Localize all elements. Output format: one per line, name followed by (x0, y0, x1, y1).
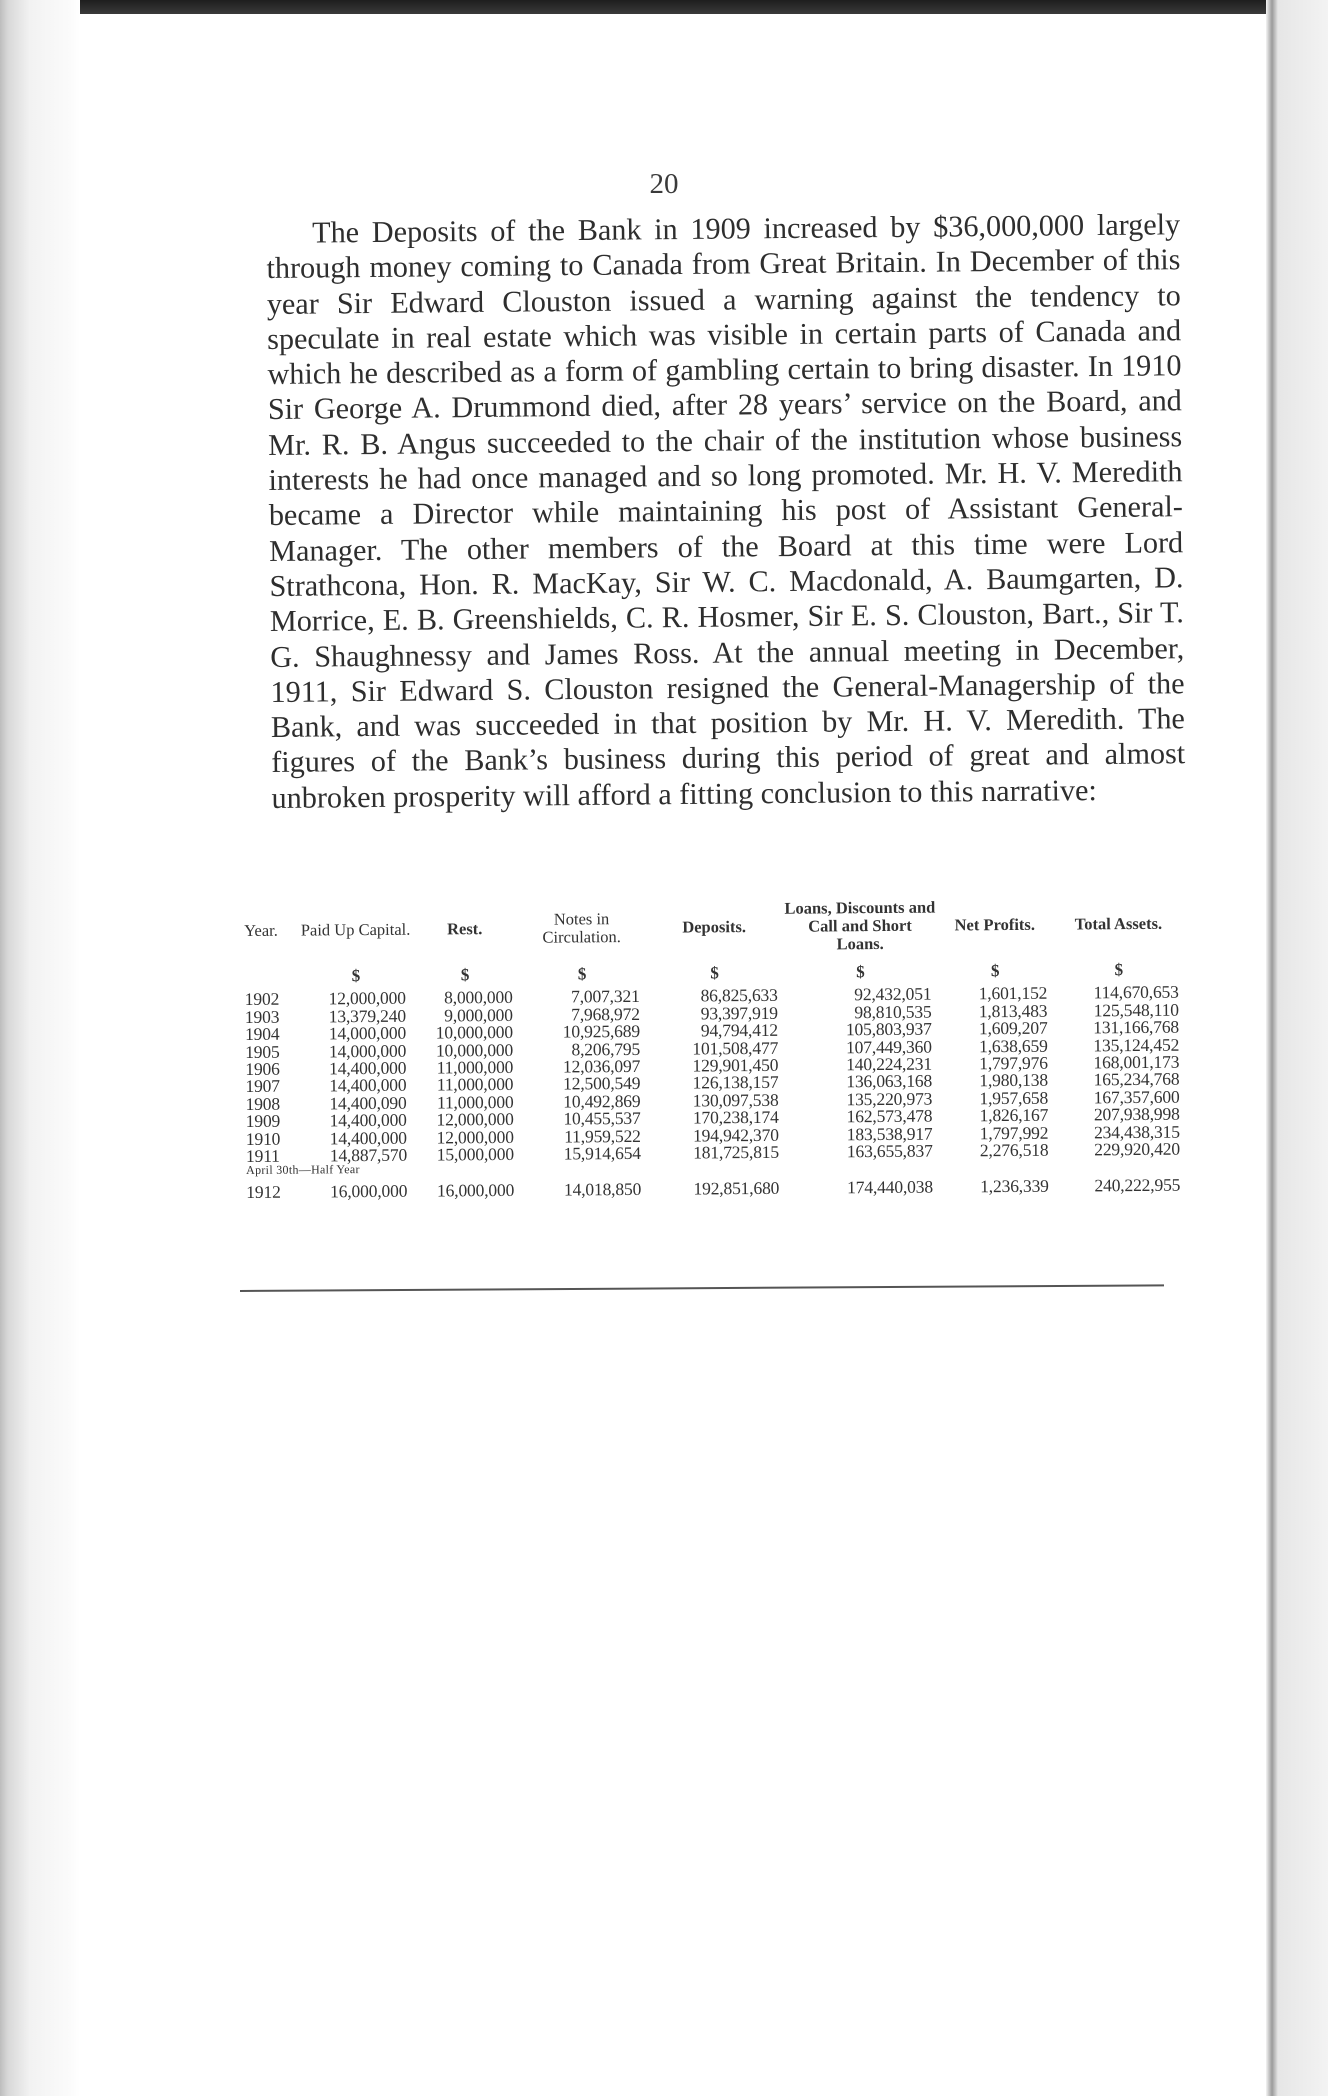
cell-rest: 11,000,000 (436, 1091, 514, 1113)
narrative-paragraph: The Deposits of the Bank in 1909 increased by $36,000,000 largely through money coming to Canada from Great Britain. In December of this year Sir Edward Clouston issued a warning against the tendency to speculate in real estate which was visible in certain parts of Canada and which he described as a form of gambling certain to bring disaster. In 1910 Sir George A. Drummond died, after 28 years’ service on the Board, and Mr. R. B. Angus succeeded to the chair of the institution whose business interests he had once managed and so long promoted. Mr. H. V. Meredith became a Director while maintaining his post of Assistant General-Manager. The other members of the Board at this time were Lord Strathcona, Hon. R. MacKay, Sir W. C. Macdonald, A. Baumgarten, D. Morrice, E. B. Greenshields, C. R. Hosmer, Sir E. S. Clouston, Bart., Sir T. G. Shaughnessy and James Ross. At the annual meeting in December, 1911, Sir Edward S. Clouston resigned the General-Managership of the Bank, and was succeeded in that position by Mr. H. V. Meredith. The figures of the Bank’s business during this period of great and almost unbroken prosperity will afford a fitting conclusion to this narrative: (266, 207, 1186, 815)
cell-rest: 11,000,000 (436, 1074, 514, 1095)
cell-total-assets: 240,222,955 (1094, 1175, 1181, 1196)
cell-paid-up: 14,000,000 (328, 1022, 407, 1044)
cell-notes: 15,914,654 (563, 1142, 641, 1164)
cell-loans: 163,655,837 (846, 1140, 933, 1162)
cell-year: 1909 (245, 1110, 281, 1132)
cell-paid-up: 14,400,000 (329, 1127, 407, 1148)
header-rest: Rest. (446, 919, 483, 939)
cell-loans: 174,440,038 (847, 1177, 933, 1198)
cell-deposits: 94,794,412 (700, 1020, 779, 1041)
cell-rest: 15,000,000 (436, 1143, 514, 1165)
cell-total-assets: 114,670,653 (1093, 982, 1179, 1003)
cell-paid-up: 13,379,240 (328, 1005, 406, 1027)
cell-rest: 9,000,000 (444, 1004, 513, 1026)
cell-rest: 10,000,000 (435, 1039, 514, 1061)
cell-loans: 92,432,051 (854, 984, 932, 1005)
unit-total-assets: $ (1114, 960, 1124, 980)
cell-deposits: 126,138,157 (692, 1072, 779, 1093)
table-bottom-rule (240, 1284, 1164, 1292)
unit-deposits: $ (710, 963, 719, 983)
cell-year: 1911 (245, 1145, 280, 1167)
cell-net-profits: 1,797,992 (979, 1122, 1049, 1143)
cell-rest: 12,000,000 (436, 1126, 514, 1148)
cell-total-assets: 207,938,998 (1093, 1103, 1180, 1125)
cell-loans: 183,538,917 (846, 1123, 933, 1144)
cell-total-assets: 234,438,315 (1093, 1121, 1180, 1142)
cell-year: 1907 (245, 1076, 280, 1097)
unit-net-profits: $ (990, 961, 1000, 981)
unit-loans: $ (856, 962, 865, 982)
cell-deposits: 129,901,450 (692, 1054, 779, 1076)
cell-total-assets: 168,001,173 (1093, 1051, 1180, 1073)
cell-notes: 12,036,097 (562, 1055, 641, 1077)
cell-rest: 16,000,000 (436, 1180, 515, 1201)
cell-paid-up: 16,000,000 (330, 1181, 408, 1202)
cell-net-profits: 1,797,976 (979, 1052, 1048, 1074)
cell-paid-up: 14,400,000 (329, 1109, 407, 1131)
cell-total-assets: 125,548,110 (1093, 999, 1179, 1021)
table-header-row (244, 897, 1184, 968)
cell-notes: 10,492,869 (563, 1090, 641, 1112)
cell-notes: 10,455,537 (563, 1108, 641, 1129)
cell-paid-up: 14,400,000 (329, 1075, 407, 1096)
header-net-profits: Net Profits. (954, 914, 1036, 935)
cell-year: 1910 (245, 1128, 281, 1149)
cell-notes: 8,206,795 (571, 1038, 641, 1060)
scan-border-right (1266, 0, 1328, 2096)
cell-deposits: 192,851,680 (693, 1178, 780, 1199)
cell-paid-up: 14,400,090 (329, 1092, 407, 1114)
cell-net-profits: 1,826,167 (979, 1104, 1049, 1126)
header-total-assets: Total Assets. (1074, 913, 1163, 934)
cell-year: 1908 (245, 1093, 281, 1114)
unit-notes: $ (577, 964, 587, 984)
header-notes-in-circulation: Notes in Circulation. (542, 909, 621, 947)
cell-notes: 7,007,321 (570, 986, 640, 1007)
cell-loans: 98,810,535 (854, 1001, 932, 1023)
table-body (245, 961, 1187, 1202)
units-spacer (245, 968, 301, 992)
cell-year: 1905 (245, 1041, 280, 1062)
cell-deposits: 130,097,538 (692, 1089, 779, 1111)
scan-border-left (0, 0, 80, 2096)
cell-net-profits: 1,601,152 (978, 983, 1048, 1004)
cell-deposits: 93,397,919 (700, 1002, 778, 1024)
header-paid-up-capital: Paid Up Capital. (300, 919, 411, 940)
cell-net-profits: 1,638,659 (978, 1035, 1048, 1056)
cell-notes: 7,968,972 (571, 1003, 640, 1025)
page-number: 20 (649, 168, 679, 200)
cell-paid-up: 12,000,000 (328, 988, 406, 1009)
cell-loans: 140,224,231 (846, 1053, 933, 1075)
cell-net-profits: 1,980,138 (979, 1070, 1048, 1091)
bank-figures-table-wrap (244, 897, 1186, 1202)
cell-year: 1902 (244, 989, 280, 1010)
cell-total-assets: 135,124,452 (1093, 1034, 1180, 1055)
cell-rest: 12,000,000 (436, 1109, 514, 1130)
cell-total-assets: 165,234,768 (1093, 1069, 1180, 1090)
cell-deposits: 170,238,174 (692, 1107, 779, 1128)
cell-notes: 14,018,850 (563, 1179, 642, 1200)
bank-figures-table (244, 897, 1186, 1202)
cell-loans: 136,063,168 (846, 1071, 933, 1092)
cell-net-profits: 1,957,658 (979, 1087, 1049, 1109)
cell-net-profits: 1,236,339 (980, 1176, 1049, 1197)
cell-net-profits: 1,813,483 (978, 1000, 1048, 1022)
unit-paid-up: $ (351, 966, 361, 986)
cell-loans: 162,573,478 (846, 1105, 933, 1127)
cell-deposits: 181,725,815 (693, 1141, 780, 1163)
cell-total-assets: 131,166,768 (1093, 1016, 1180, 1038)
cell-year: 1912 (246, 1182, 281, 1203)
cell-deposits: 101,508,477 (692, 1037, 779, 1059)
cell-loans: 105,803,937 (845, 1018, 932, 1040)
cell-year: 1906 (245, 1058, 280, 1080)
scan-border-top (0, 0, 1328, 14)
cell-notes: 11,959,522 (564, 1125, 641, 1147)
header-deposits: Deposits. (682, 917, 747, 937)
cell-loans: 135,220,973 (846, 1088, 933, 1110)
cell-year: 1904 (244, 1023, 280, 1045)
cell-year: 1903 (244, 1006, 280, 1027)
cell-paid-up: 14,400,000 (329, 1057, 407, 1079)
cell-rest: 11,000,000 (436, 1056, 514, 1078)
half-year-label: April 30th—Half Year (246, 1162, 360, 1178)
header-year: Year. (244, 920, 278, 940)
cell-notes: 12,500,549 (563, 1073, 641, 1094)
cell-rest: 10,000,000 (435, 1022, 514, 1043)
cell-rest: 8,000,000 (444, 987, 513, 1008)
cell-loans: 107,449,360 (845, 1036, 932, 1057)
cell-notes: 10,925,689 (562, 1021, 640, 1042)
cell-deposits: 86,825,633 (700, 985, 778, 1006)
cell-total-assets: 167,357,600 (1093, 1086, 1180, 1108)
cell-deposits: 194,942,370 (692, 1124, 779, 1146)
header-loans: Loans, Discounts and Call and Short Loans. (784, 897, 936, 954)
cell-net-profits: 2,276,518 (979, 1139, 1049, 1161)
cell-paid-up: 14,000,000 (328, 1040, 407, 1061)
cell-total-assets: 229,920,420 (1094, 1138, 1181, 1160)
unit-rest: $ (460, 965, 470, 985)
cell-paid-up: 14,887,570 (329, 1144, 408, 1166)
cell-net-profits: 1,609,207 (978, 1017, 1048, 1039)
